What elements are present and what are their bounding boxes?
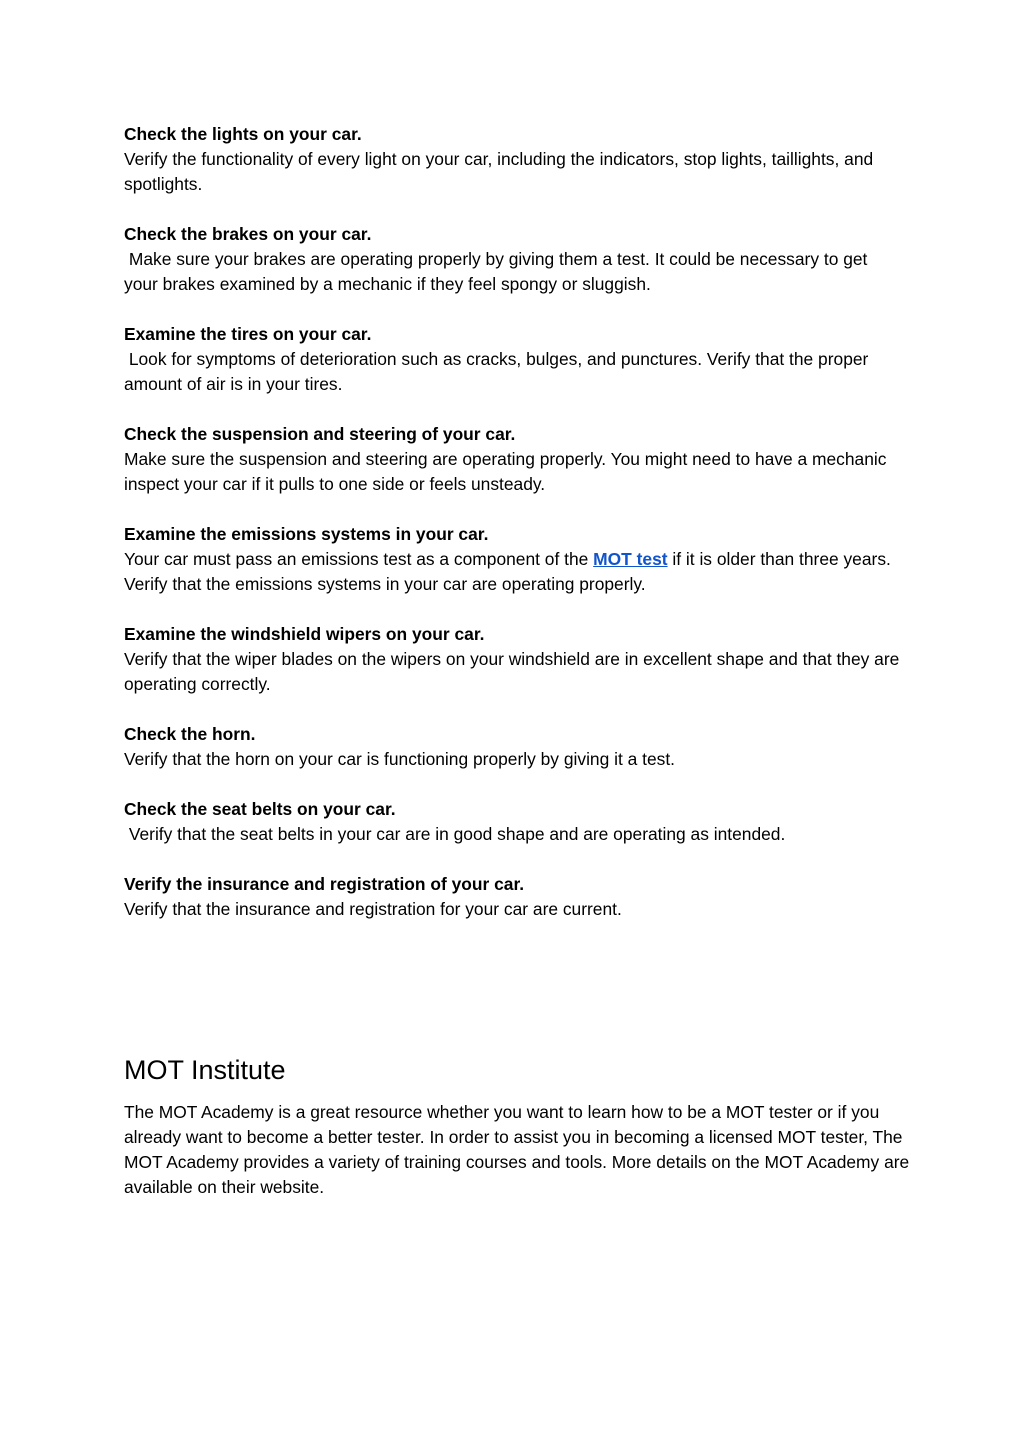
item-title: Examine the emissions systems in your car. bbox=[124, 524, 489, 544]
item-title: Check the suspension and steering of your car. bbox=[124, 424, 516, 444]
item-wipers bbox=[124, 622, 904, 697]
item-body: Verify that the insurance and registration for your car are current. bbox=[124, 899, 622, 919]
item-title: Check the seat belts on your car. bbox=[124, 799, 396, 819]
item-body: Make sure the suspension and steering are operating properly. You might need to have a mechanic inspect your car if it pulls to one side or feels unsteady. bbox=[124, 449, 887, 494]
section-paragraph: The MOT Academy is a great resource whether you want to learn how to be a MOT tester or if you already want to become a better tester. In order to assist you in becoming a licensed MOT tester, The MOT Academy provides a variety of training courses and tools. More details on the MOT Academy are available on their website. bbox=[124, 1102, 910, 1197]
mot-institute-section bbox=[124, 1050, 914, 1200]
section-heading: MOT Institute bbox=[124, 1055, 286, 1085]
item-body bbox=[124, 547, 904, 597]
item-body-after: if it is older than three years. Verify that the emissions systems in your car are operating properly. bbox=[124, 549, 891, 594]
item-title: Check the brakes on your car. bbox=[124, 224, 372, 244]
item-suspension bbox=[124, 422, 904, 497]
item-body: Look for symptoms of deterioration such as cracks, bulges, and punctures. Verify that the proper amount of air is in your tires. bbox=[124, 349, 874, 394]
item-lights bbox=[124, 122, 904, 197]
checklist bbox=[124, 122, 904, 947]
item-title: Check the lights on your car. bbox=[124, 124, 362, 144]
item-horn bbox=[124, 722, 904, 772]
item-body: Make sure your brakes are operating properly by giving them a test. It could be necessary to get your brakes examined by a mechanic if they feel spongy or sluggish. bbox=[124, 249, 873, 294]
item-body: Verify that the horn on your car is functioning properly by giving it a test. bbox=[124, 749, 675, 769]
item-brakes bbox=[124, 222, 904, 297]
item-title: Examine the tires on your car. bbox=[124, 324, 372, 344]
item-seat-belts bbox=[124, 797, 904, 847]
item-body: Verify that the seat belts in your car are in good shape and are operating as intended. bbox=[124, 824, 786, 844]
item-body: Verify the functionality of every light on your car, including the indicators, stop lights, taillights, and spotlights. bbox=[124, 149, 874, 194]
item-title: Examine the windshield wipers on your car. bbox=[124, 624, 485, 644]
item-body-before: Your car must pass an emissions test as a component of the bbox=[124, 549, 594, 569]
item-title: Verify the insurance and registration of your car. bbox=[124, 874, 525, 894]
item-title: Check the horn. bbox=[124, 724, 256, 744]
mot-test-link[interactable]: MOT test bbox=[593, 549, 668, 569]
item-emissions bbox=[124, 522, 904, 597]
item-insurance bbox=[124, 872, 904, 922]
item-body: Verify that the wiper blades on the wipers on your windshield are in excellent shape and that they are operating correctly. bbox=[124, 649, 900, 694]
item-tires bbox=[124, 322, 904, 397]
